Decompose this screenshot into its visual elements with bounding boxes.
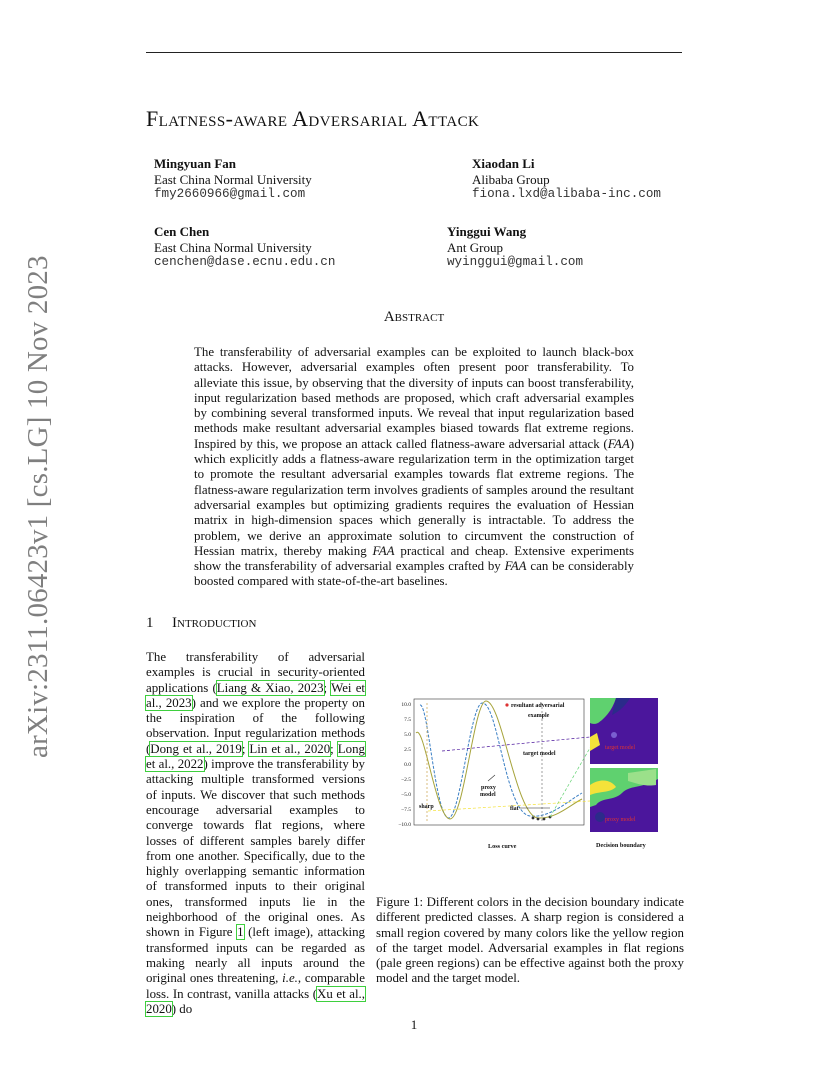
intro-paragraph: The transferability of adversarial examples is crucial in security-oriented applications (Liang & Xiao, 2023; Wei et al., 2023) and we explore the property on the inspiration of the following observation. Input regularization methods (Dong et al., 2019; Lin et al., 2020; Long et al., 2022) improve the transferability by attacking multiple transformed versions of inputs. We discover that such methods encourage adversarial examples to converge towards flat regions, where losses of different samples barely differ from one another. Specifically, due to the highly overlapping semantic information of transformed inputs to their original ones, transformed inputs lie in the neighborhood of the original ones. As shown in Figure 1 (left image), attacking transformed inputs can be regarded as making nearly all inputs around the original ones threatening, i.e., comparable loss. In contrast, vanilla attacks (Xu et al., 2020) do <box>146 650 365 1016</box>
target-model-label: target model <box>523 751 556 757</box>
y-tick-label: 7.5 <box>404 717 411 723</box>
author-email: fiona.lxd@alibaba-inc.com <box>472 187 661 201</box>
y-tick-label: 10.0 <box>401 702 411 708</box>
proxy-panel-label: proxy model <box>605 817 636 823</box>
citation-link[interactable]: Wei et al., 2023 <box>146 680 365 710</box>
y-tick-label: −2.5 <box>401 777 411 783</box>
author-name: Cen Chen <box>154 224 210 239</box>
section-title: Introduction <box>172 615 257 631</box>
citation-link[interactable]: Lin et al., 2020 <box>249 741 331 756</box>
author-email: fmy2660966@gmail.com <box>154 187 306 201</box>
loss-plot-frame <box>414 699 584 825</box>
figure-1 <box>390 693 670 853</box>
proxy-loss-curve <box>416 701 582 819</box>
legend-label: example <box>528 713 550 719</box>
adversarial-point <box>543 818 546 821</box>
author-affiliation: East China Normal University <box>154 239 312 255</box>
proxy-decision-panel <box>590 768 658 832</box>
top-rule <box>146 52 682 53</box>
citation-link[interactable]: Liang & Xiao, 2023 <box>216 680 324 695</box>
author-block <box>447 224 583 271</box>
author-affiliation: East China Normal University <box>154 171 312 187</box>
proxy-arrow <box>488 775 495 781</box>
section-number: 1 <box>146 615 154 631</box>
y-tick-label: −5.0 <box>401 792 411 798</box>
y-tick-label: 2.5 <box>404 747 411 753</box>
y-tick-label: 5.0 <box>404 732 411 738</box>
proxy-model-label: model <box>480 792 496 798</box>
proxy-model-label: proxy <box>481 785 496 791</box>
flat-label: flat <box>510 806 519 812</box>
target-projection-line <box>442 737 590 751</box>
y-tick-label: −10.0 <box>398 822 411 828</box>
paper-title: Flatness-aware Adversarial Attack <box>146 106 480 131</box>
section-heading <box>146 615 256 632</box>
author-block <box>154 224 335 271</box>
author-block <box>154 156 312 203</box>
figure-ref-link[interactable]: 1 <box>237 925 244 940</box>
legend-label: resultant adversarial <box>511 703 565 709</box>
sharp-label: sharp <box>419 804 434 810</box>
author-affiliation: Ant Group <box>447 239 503 255</box>
author-email: cenchen@dase.ecnu.edu.cn <box>154 255 336 269</box>
y-tick-label: −7.5 <box>401 807 411 813</box>
arxiv-identifier: arXiv:2311.06423v1 [cs.LG] 10 Nov 2023 <box>22 255 54 758</box>
author-name: Yinggui Wang <box>447 224 527 239</box>
target-decision-panel <box>590 698 658 764</box>
decision-boundary-label: Decision boundary <box>596 842 646 849</box>
author-email: wyinggui@gmail.com <box>447 255 584 269</box>
target-panel-label: target model <box>605 745 636 751</box>
author-affiliation: Alibaba Group <box>472 171 550 187</box>
adversarial-point <box>537 818 540 821</box>
page-number: 1 <box>410 1017 418 1032</box>
figure-caption: Figure 1: Different colors in the decision boundary indicate different predicted classes. A sharp region is considered a small region covered by many colors like the yellow region of the target model. Adversarial examples in flat regions (pale green regions) can be effective against both the proxy model and the target model. <box>376 895 684 986</box>
adversarial-point <box>532 817 535 820</box>
abstract-heading: Abstract <box>383 309 445 325</box>
citation-link[interactable]: Xu et al., 2020 <box>146 986 365 1016</box>
author-block <box>472 156 661 203</box>
author-name: Mingyuan Fan <box>154 156 236 171</box>
legend-marker <box>505 703 508 706</box>
citation-link[interactable]: Long et al., 2022 <box>146 741 365 772</box>
citation-link[interactable]: Dong et al., 2019 <box>150 741 242 756</box>
author-name: Xiaodan Li <box>472 156 535 171</box>
loss-curve-label: Loss curve <box>488 843 517 850</box>
abstract-body: The transferability of adversarial examples can be exploited to launch black-box attacks. However, adversarial examples often present poor transferability. To alleviate this issue, by observing that the diversity of inputs can boost transferability, input regularization based methods are proposed, which craft adversarial examples by combining several transformed inputs. We reveal that input regularization based methods make resultant adversarial examples biased towards flat extreme regions. Inspired by this, we propose an attack called flatness-aware adversarial attack (FAA) which explicitly adds a flatness-aware regularization term in the optimization target to promote the resultant adversarial examples towards flat extreme regions. The flatness-aware regularization term involves gradients of samples around the resultant adversarial examples but optimizing gradients requires the evaluation of Hessian matrix in high-dimension spaces which generally is intractable. To address the problem, we derive an approximate solution to circumvent the construction of Hessian matrix, thereby making FAA practical and cheap. Extensive experiments show the transferability of adversarial examples crafted by FAA can be considerably boosted compared with state-of-the-art baselines. <box>194 345 634 589</box>
y-tick-label: 0.0 <box>404 762 411 768</box>
target-loss-curve <box>420 703 582 818</box>
